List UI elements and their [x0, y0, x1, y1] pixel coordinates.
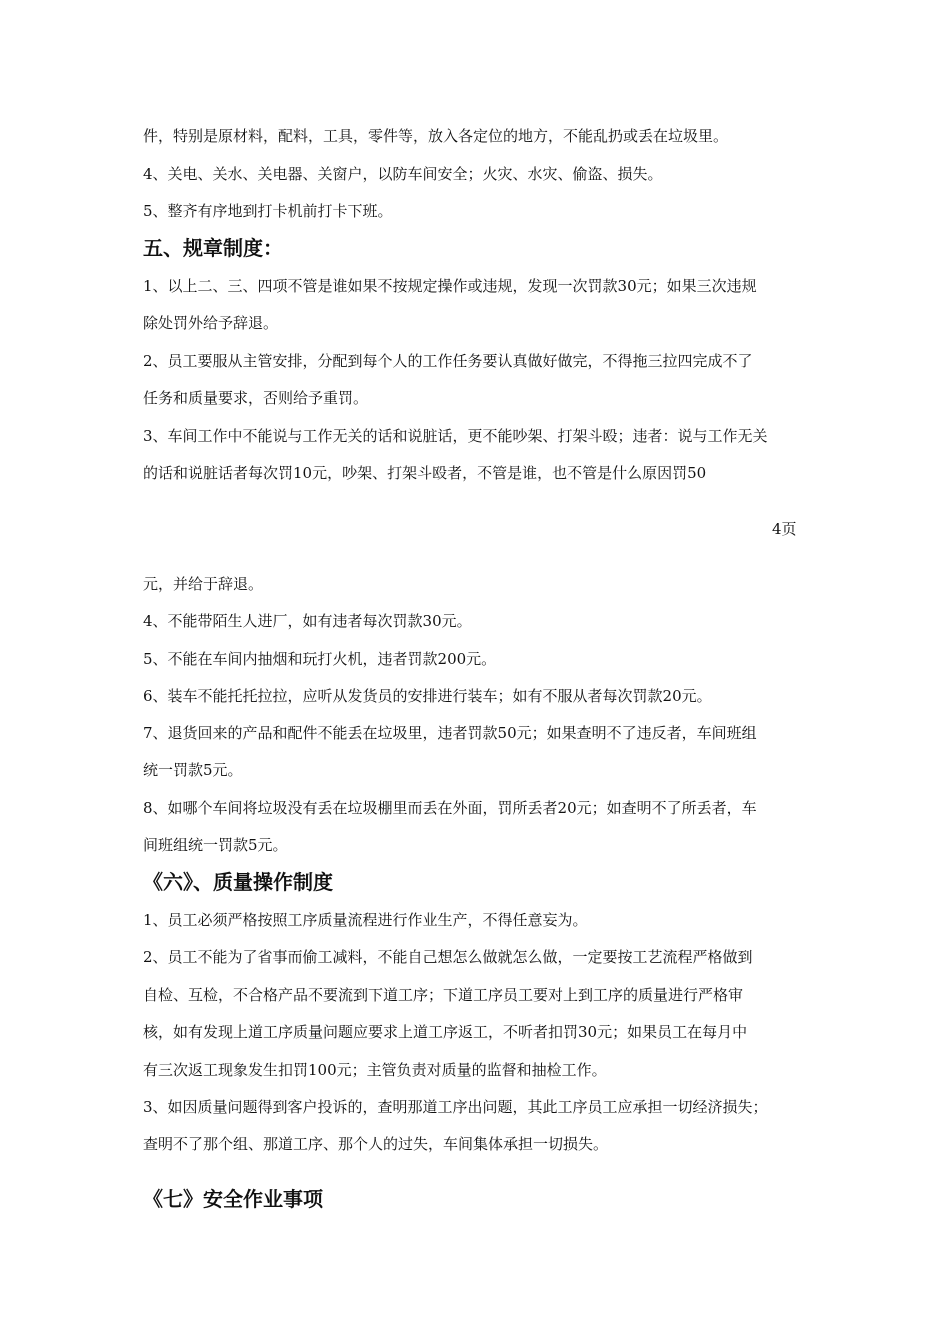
- text-line: 5、不能在车间内抽烟和玩打火机，违者罚款200元。: [143, 650, 497, 668]
- text-line: 7、退货回来的产品和配件不能丢在垃圾里，违者罚款50元；如果查明不了违反者，车间班组: [143, 724, 757, 742]
- text-line: 查明不了那个组、那道工序、那个人的过失，车间集体承担一切损失。: [143, 1135, 609, 1153]
- text-line: 8、如哪个车间将垃圾没有丢在垃圾棚里而丢在外面，罚所丢者20元；如查明不了所丢者，车: [143, 799, 757, 817]
- text-line: 除处罚外给予辞退。: [143, 314, 279, 332]
- text-line: 自检、互检，不合格产品不要流到下道工序；下道工序员工要对上到工序的质量进行严格审: [143, 986, 744, 1004]
- page-number: 4页: [772, 520, 797, 538]
- text-line: 4、不能带陌生人进厂，如有违者每次罚款30元。: [143, 612, 472, 630]
- text-line: 3、如因质量问题得到客户投诉的，查明那道工序出问题，其此工序员工应承担一切经济损失；: [143, 1098, 768, 1116]
- text-line: 6、装车不能托托拉拉，应听从发货员的安排进行装车；如有不服从者每次罚款20元。: [143, 687, 712, 705]
- text-line: 核，如有发现上道工序质量问题应要求上道工序返工，不听者扣罚30元；如果员工在每月中: [143, 1023, 748, 1041]
- text-line: 统一罚款5元。: [143, 761, 243, 779]
- section-heading-6: 《六》、质量操作制度: [143, 870, 333, 894]
- text-line: 间班组统一罚款5元。: [143, 836, 288, 854]
- text-line: 的话和说脏话者每次罚10元，吵架、打架斗殴者，不管是谁，也不管是什么原因罚50: [143, 464, 707, 482]
- text-line: 件，特别是原材料，配料，工具，零件等，放入各定位的地方，不能乱扔或丢在垃圾里。: [143, 127, 729, 145]
- text-line: 1、员工必须严格按照工序质量流程进行作业生产，不得任意妄为。: [143, 911, 588, 929]
- text-line: 元，并给于辞退。: [143, 575, 264, 593]
- text-line: 有三次返工现象发生扣罚100元；主管负责对质量的监督和抽检工作。: [143, 1061, 607, 1079]
- section-heading-7: 《七》安全作业事项: [143, 1187, 323, 1211]
- text-line: 2、员工要服从主管安排，分配到每个人的工作任务要认真做好做完，不得拖三拉四完成不了: [143, 352, 753, 370]
- text-line: 5、整齐有序地到打卡机前打卡下班。: [143, 202, 393, 220]
- text-line: 4、关电、关水、关电器、关窗户，以防车间安全；火灾、水灾、偷盗、损失。: [143, 165, 663, 183]
- text-line: 2、员工不能为了省事而偷工减料，不能自己想怎么做就怎么做，一定要按工艺流程严格做到: [143, 948, 753, 966]
- text-line: 任务和质量要求，否则给予重罚。: [143, 389, 369, 407]
- section-heading-5: 五、规章制度：: [143, 236, 283, 260]
- text-line: 3、车间工作中不能说与工作无关的话和说脏话，更不能吵架、打架斗殴；违者：说与工作无关: [143, 427, 768, 445]
- text-line: 1、以上二、三、四项不管是谁如果不按规定操作或违规，发现一次罚款30元；如果三次违规: [143, 277, 757, 295]
